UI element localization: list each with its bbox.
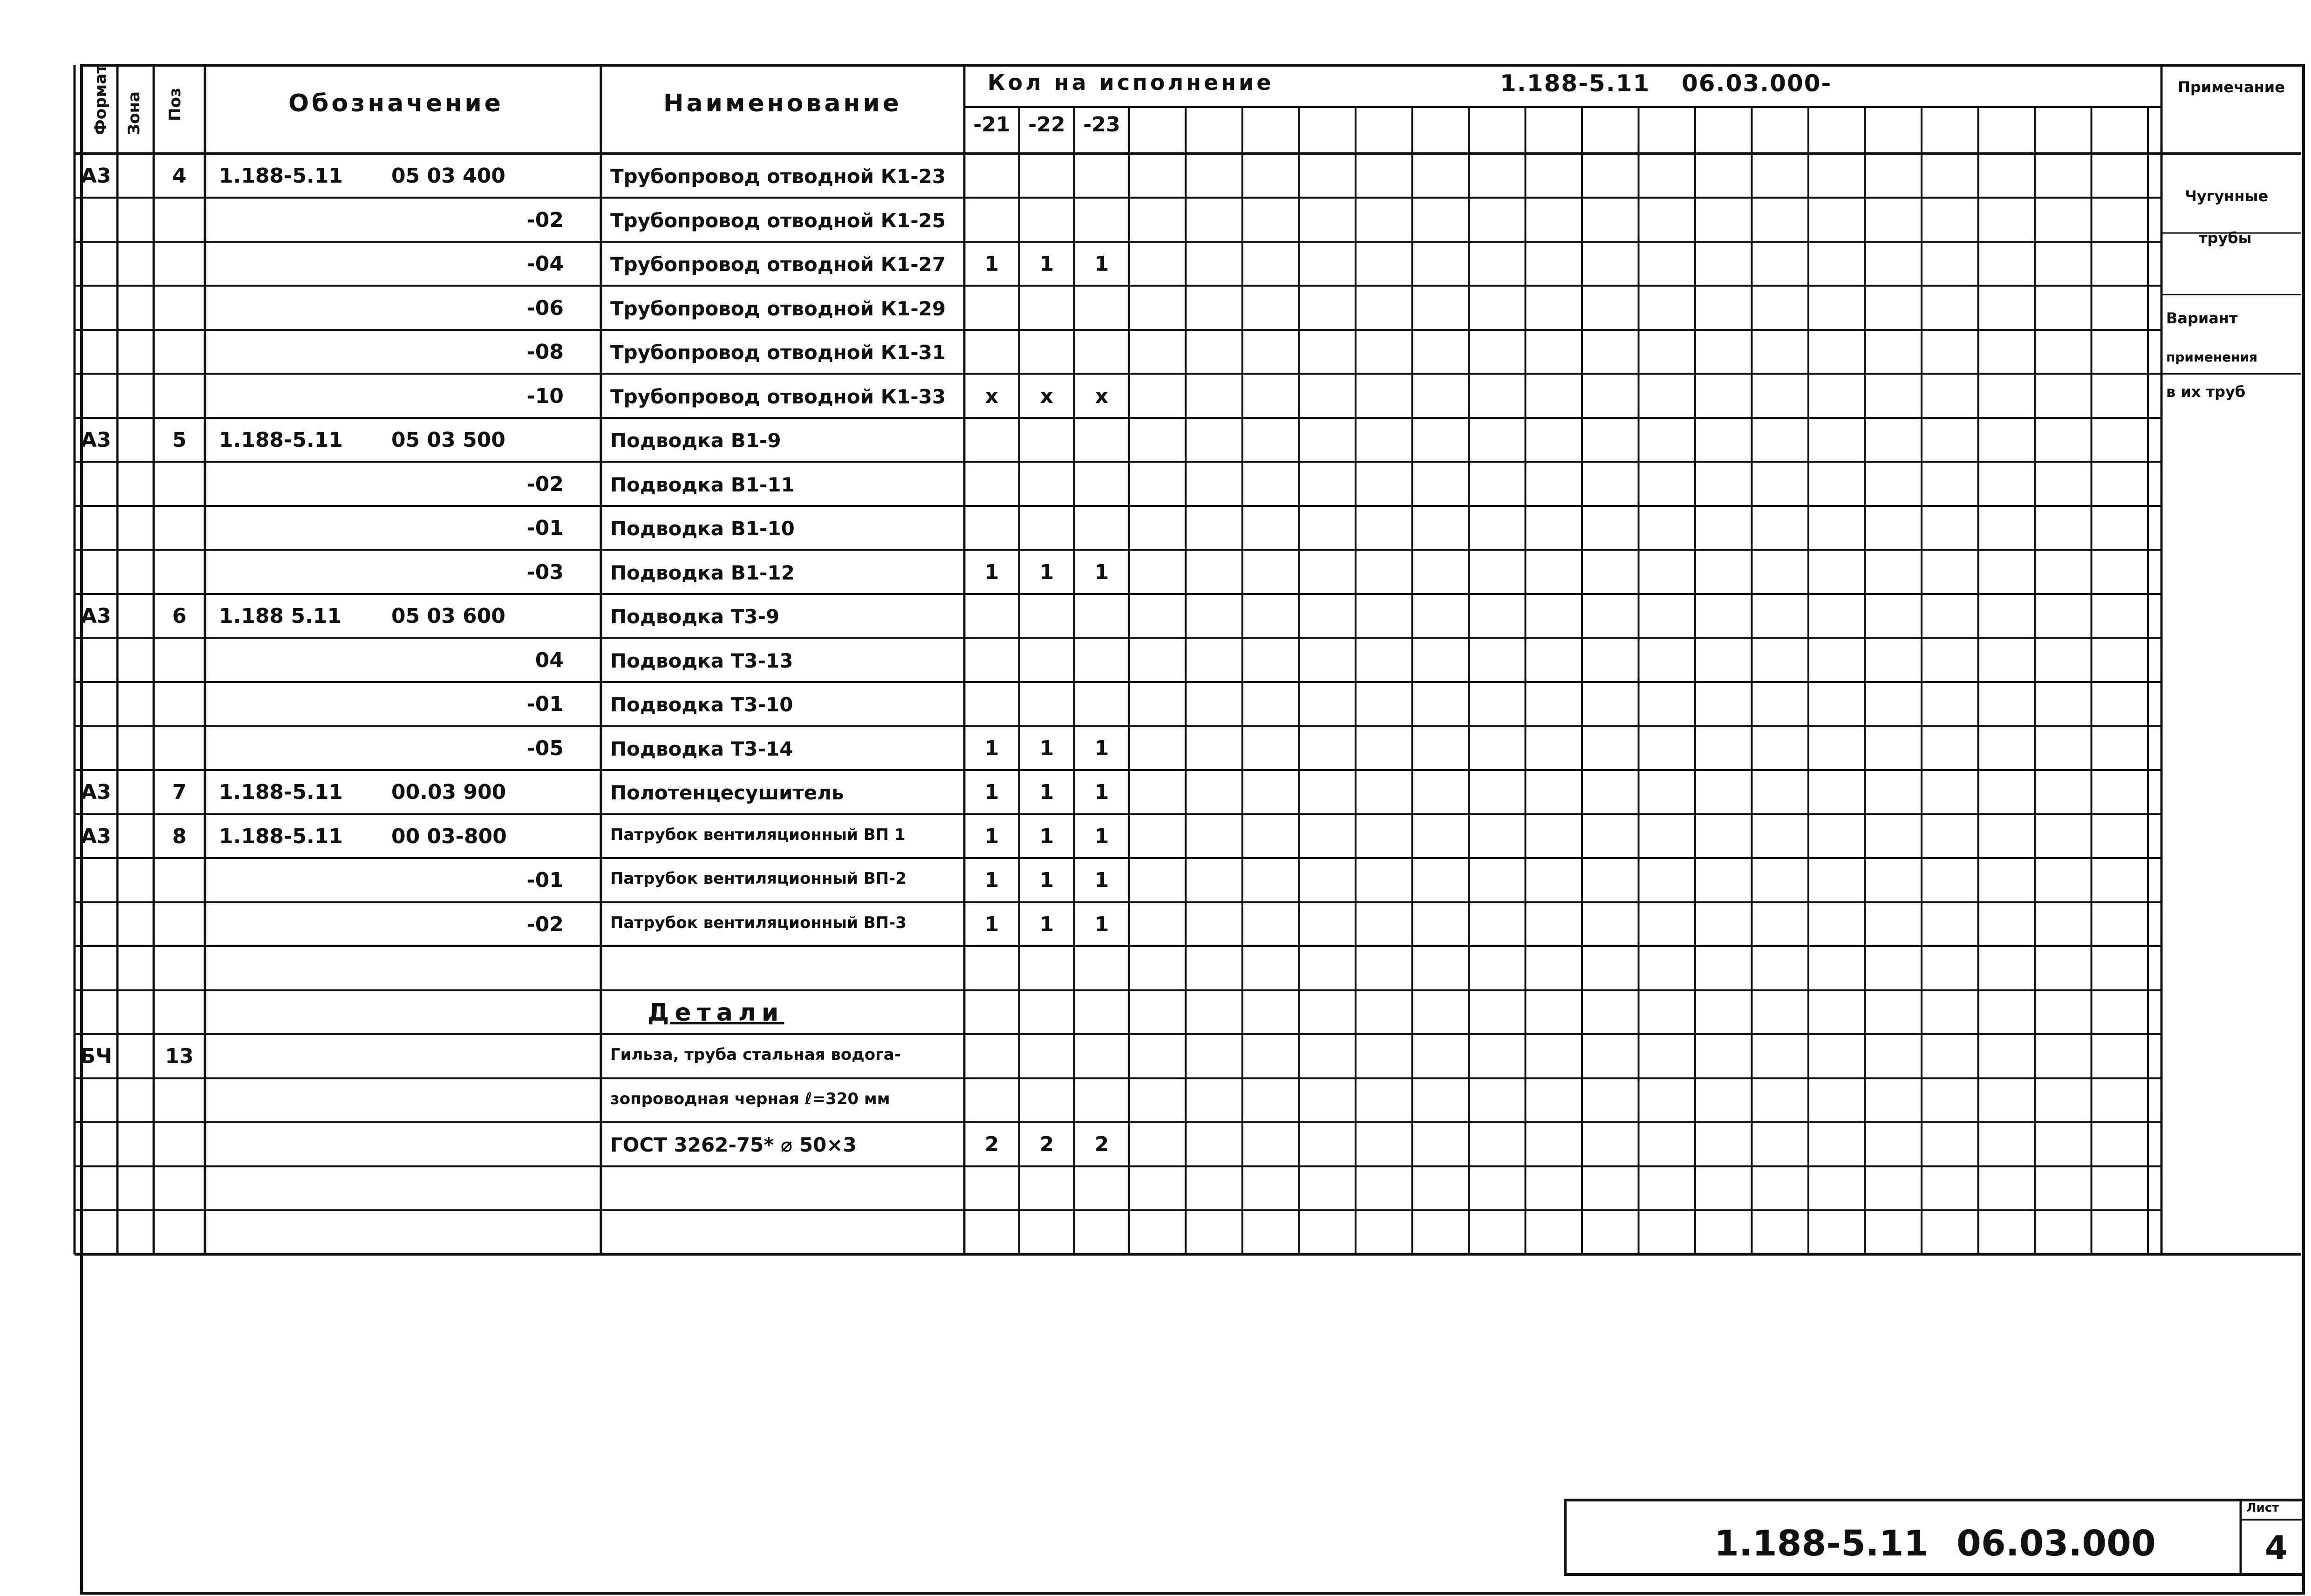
row-name: Трубопровод отводной К1-27: [610, 253, 946, 276]
row-qty-2: 1: [1039, 912, 1054, 936]
row-format: А3: [81, 824, 111, 848]
row-qty-1: 1: [984, 780, 999, 804]
row-designation-suffix: -04: [526, 252, 564, 276]
qty-header-doc-code: 1.188-5.11: [1500, 70, 1650, 97]
remark-line-3: Вариант: [2166, 309, 2238, 327]
row-position: 8: [172, 824, 187, 848]
row-qty-2: 1: [1039, 780, 1054, 804]
row-designation: 05 03 400: [391, 164, 505, 188]
row-qty-3: х: [1095, 384, 1109, 408]
row-qty-2: х: [1040, 384, 1054, 408]
row-qty-2: 1: [1039, 824, 1054, 848]
row-qty-1: 1: [984, 824, 999, 848]
row-qty-2: 2: [1039, 1132, 1054, 1156]
row-name: Трубопровод отводной К1-31: [610, 341, 946, 364]
row-qty-1: х: [985, 384, 999, 408]
stamp-doc-code: 1.188-5.11: [1714, 1522, 1929, 1564]
stamp-doc-number: 06.03.000: [1957, 1522, 2156, 1564]
row-designation-suffix: -02: [526, 912, 564, 936]
remark-line-1: Чугунные: [2185, 187, 2269, 205]
row-format: БЧ: [80, 1044, 112, 1068]
row-name: Патрубок вентиляционный ВП-3: [610, 913, 907, 932]
row-qty-3: 1: [1094, 560, 1109, 584]
row-name: Подводка Т3-10: [610, 693, 793, 716]
row-name: Подводка В1-11: [610, 473, 795, 496]
qty-header-title: Кол на исполнение: [988, 70, 1274, 95]
format-column-header: Формат: [91, 64, 110, 135]
title-block: [1565, 1500, 2304, 1575]
row-doc-code: 1.188-5.11: [219, 164, 343, 188]
row-designation-suffix: -01: [526, 516, 564, 540]
row-designation-suffix: -02: [526, 208, 564, 232]
row-name: Трубопровод отводной К1-33: [610, 385, 946, 408]
section-title-details: Детали: [648, 998, 784, 1027]
row-name: Полотенцесушитель: [610, 781, 844, 804]
row-qty-2: 1: [1039, 868, 1054, 892]
row-designation-suffix: -03: [526, 560, 564, 584]
row-qty-3: 1: [1094, 736, 1109, 760]
row-doc-code: 1.188-5.11: [219, 780, 343, 804]
remark-line-4: применения: [2166, 349, 2258, 365]
row-qty-3: 1: [1094, 868, 1109, 892]
variant-header-2: -22: [1028, 113, 1065, 136]
row-position: 5: [172, 428, 187, 452]
row-designation: 00 03-800: [391, 824, 507, 848]
zone-column-header: Зона: [125, 91, 143, 135]
row-qty-1: 1: [984, 560, 999, 584]
row-qty-2: 1: [1039, 736, 1054, 760]
row-name: Гильза, труба стальная водога-: [610, 1045, 901, 1064]
row-name: Подводка Т3-13: [610, 649, 793, 672]
row-qty-1: 1: [984, 252, 999, 276]
row-designation-suffix: -05: [526, 736, 564, 760]
qty-header-doc-suffix: 06.03.000-: [1682, 70, 1832, 97]
row-position: 13: [165, 1044, 194, 1068]
row-doc-code: 1.188-5.11: [219, 428, 343, 452]
row-qty-3: 1: [1094, 780, 1109, 804]
row-name: Трубопровод отводной К1-25: [610, 209, 946, 232]
row-format: А3: [81, 780, 111, 804]
row-format: А3: [81, 428, 111, 452]
row-name: Подводка Т3-9: [610, 605, 780, 628]
row-name: Патрубок вентиляционный ВП-2: [610, 869, 907, 888]
row-doc-code: 1.188 5.11: [219, 604, 342, 628]
row-qty-3: 1: [1094, 252, 1109, 276]
row-designation: 05 03 500: [391, 428, 505, 452]
row-designation-suffix: -01: [526, 868, 564, 892]
row-designation: 05 03 600: [391, 604, 505, 628]
row-designation-suffix: -10: [526, 384, 564, 408]
row-position: 7: [172, 780, 187, 804]
row-format: А3: [81, 604, 111, 628]
pos-column-header: Поз: [166, 88, 184, 121]
row-name: Патрубок вентиляционный ВП 1: [610, 825, 906, 844]
row-name: Подводка В1-10: [610, 517, 795, 540]
row-qty-1: 1: [984, 912, 999, 936]
row-name: Подводка В1-9: [610, 429, 781, 452]
row-qty-2: 1: [1039, 560, 1054, 584]
row-designation-suffix: -02: [526, 472, 564, 496]
designation-column-header: Обозначение: [288, 89, 504, 117]
row-name: зопроводная черная ℓ=320 мм: [610, 1089, 890, 1108]
row-qty-1: 1: [984, 736, 999, 760]
name-column-header: Наименование: [663, 89, 902, 117]
row-qty-3: 1: [1094, 824, 1109, 848]
variant-header-1: -21: [973, 113, 1010, 136]
remark-line-5: в их труб: [2166, 383, 2246, 401]
row-designation-suffix: -08: [526, 340, 564, 364]
row-name: ГОСТ 3262-75* ⌀ 50×3: [610, 1133, 857, 1156]
row-qty-1: 2: [984, 1132, 999, 1156]
stamp-sheet-label: Лист: [2246, 1501, 2279, 1515]
row-position: 6: [172, 604, 187, 628]
row-position: 4: [172, 164, 187, 188]
row-qty-2: 1: [1039, 252, 1054, 276]
row-designation-suffix: -01: [526, 692, 564, 716]
row-designation-suffix: -06: [526, 296, 564, 320]
row-qty-3: 2: [1094, 1132, 1109, 1156]
row-designation-suffix: 04: [535, 648, 564, 672]
row-name: Трубопровод отводной К1-23: [610, 165, 946, 188]
row-qty-3: 1: [1094, 912, 1109, 936]
row-name: Трубопровод отводной К1-29: [610, 297, 946, 320]
row-designation: 00.03 900: [391, 780, 506, 804]
variant-header-3: -23: [1083, 113, 1120, 136]
row-name: Подводка В1-12: [610, 561, 795, 584]
row-qty-1: 1: [984, 868, 999, 892]
note-column-header: Примечание: [2178, 78, 2285, 96]
row-doc-code: 1.188-5.11: [219, 824, 343, 848]
stamp-sheet-number: 4: [2265, 1529, 2288, 1567]
remark-line-2: трубы: [2199, 229, 2252, 247]
row-format: А3: [81, 164, 111, 188]
row-name: Подводка Т3-14: [610, 737, 793, 760]
